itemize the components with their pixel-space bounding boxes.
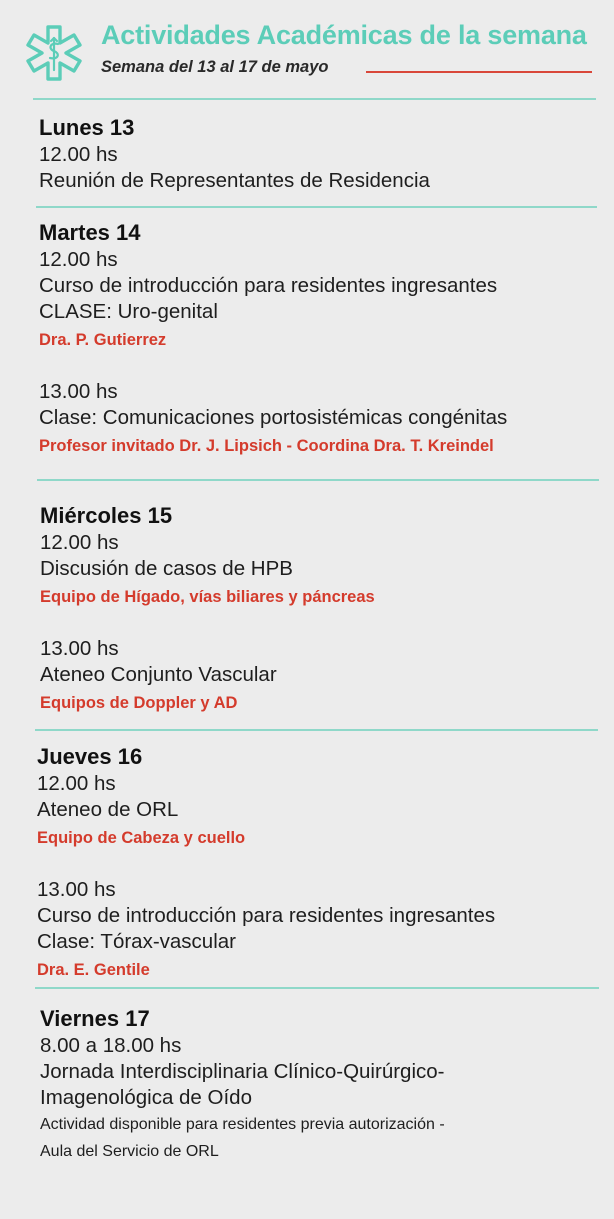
event-title: Clase: Comunicaciones portosistémicas congénitas [39, 406, 508, 429]
page-subtitle: Semana del 13 al 17 de mayo [101, 58, 329, 76]
day-block-jueves [37, 743, 495, 983]
divider [37, 479, 599, 481]
event-note: Actividad disponible para residentes previa autorización - [40, 1116, 445, 1133]
event-speaker: Dra. E. Gentile [37, 961, 150, 979]
event-title: Ateneo de ORL [37, 798, 179, 821]
day-name: Jueves 16 [37, 744, 143, 769]
event-title: Clase: Tórax-vascular [37, 930, 236, 953]
day-block-martes [39, 219, 507, 459]
divider [35, 987, 599, 989]
divider [33, 98, 596, 100]
page-title: Actividades Académicas de la semana [101, 20, 587, 50]
day-block-viernes [40, 1005, 445, 1165]
day-block-lunes [39, 114, 430, 194]
event-speaker: Dra. P. Gutierrez [39, 331, 167, 349]
event-speaker: Equipo de Hígado, vías biliares y páncreas [40, 588, 375, 606]
event-time: 12.00 hs [37, 772, 116, 795]
event-time: 12.00 hs [40, 531, 119, 554]
divider [35, 729, 598, 731]
event-note: Aula del Servicio de ORL [40, 1143, 219, 1160]
event-time: 12.00 hs [39, 248, 118, 271]
header [0, 0, 614, 100]
event-title: Jornada Interdisciplinaria Clínico-Quirúrgico- [40, 1060, 445, 1083]
day-name: Lunes 13 [39, 115, 135, 140]
event-title: Imagenológica de Oído [40, 1086, 252, 1109]
day-name: Viernes 17 [40, 1006, 150, 1031]
event-speaker: Equipos de Doppler y AD [40, 694, 238, 712]
event-time: 13.00 hs [37, 878, 116, 901]
day-name: Martes 14 [39, 220, 141, 245]
event-speaker: Equipo de Cabeza y cuello [37, 829, 246, 847]
event-title: Discusión de casos de HPB [40, 557, 293, 580]
event-time: 13.00 hs [39, 380, 118, 403]
day-name: Miércoles 15 [40, 503, 173, 528]
event-title: Reunión de Representantes de Residencia [39, 169, 430, 192]
medical-star-icon [24, 24, 84, 82]
event-speaker: Profesor invitado Dr. J. Lipsich - Coordina Dra. T. Kreindel [39, 437, 494, 455]
event-time: 12.00 hs [39, 143, 118, 166]
event-title: CLASE: Uro-genital [39, 300, 218, 323]
day-block-miercoles [40, 502, 375, 716]
event-title: Ateneo Conjunto Vascular [40, 663, 277, 686]
event-time: 8.00 a 18.00 hs [40, 1034, 182, 1057]
divider [36, 206, 597, 208]
event-time: 13.00 hs [40, 637, 119, 660]
event-title: Curso de introducción para residentes ingresantes [39, 274, 498, 297]
event-title: Curso de introducción para residentes ingresantes [37, 904, 496, 927]
subtitle-underline [366, 71, 592, 73]
